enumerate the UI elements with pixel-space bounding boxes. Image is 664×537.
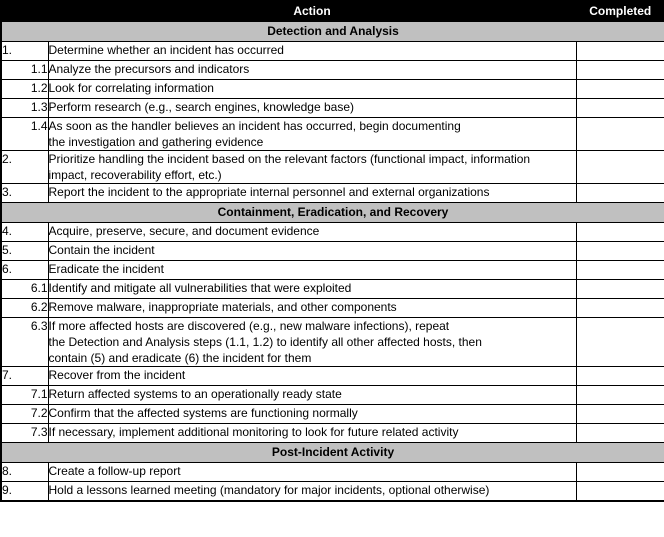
- section-header-row: [1, 203, 664, 223]
- header-row: [1, 1, 664, 22]
- completed-checkbox-cell[interactable]: [576, 280, 664, 299]
- completed-checkbox-cell[interactable]: [576, 223, 664, 242]
- table-header: [1, 1, 664, 22]
- action-text-line: If necessary, implement additional monitoring to look for future related activity: [48, 425, 459, 439]
- action-text-line: Prioritize handling the incident based on the relevant factors (functional impact, information: [48, 152, 531, 166]
- completed-checkbox-cell[interactable]: [576, 242, 664, 261]
- section-title: Detection and Analysis: [1, 22, 664, 42]
- step-number-cell: 4.: [1, 223, 48, 242]
- section-title: Containment, Eradication, and Recovery: [1, 203, 664, 223]
- action-text-line: Remove malware, inappropriate materials, and other components: [48, 300, 397, 314]
- action-cell: [48, 223, 576, 242]
- action-text-line: contain (5) and eradicate (6) the incident for them: [48, 351, 312, 365]
- action-text-line: Analyze the precursors and indicators: [48, 62, 250, 76]
- action-cell: [48, 61, 576, 80]
- action-cell: [48, 118, 576, 151]
- column-header-number: [1, 1, 48, 22]
- completed-checkbox-cell[interactable]: [576, 42, 664, 61]
- action-text-line: Perform research (e.g., search engines, knowledge base): [48, 100, 354, 114]
- column-header-completed: Completed: [576, 1, 664, 22]
- action-text-line: Acquire, preserve, secure, and document evidence: [48, 224, 320, 238]
- action-text-line: Recover from the incident: [48, 368, 186, 382]
- action-cell: [48, 367, 576, 386]
- table-row: [1, 42, 664, 61]
- table-row: [1, 463, 664, 482]
- action-text-line: Hold a lessons learned meeting (mandatory for major incidents, optional otherwise): [48, 483, 490, 497]
- table-row: [1, 280, 664, 299]
- action-text-line: the Detection and Analysis steps (1.1, 1.2) to identify all other affected hosts, then: [48, 335, 482, 349]
- completed-checkbox-cell[interactable]: [576, 386, 664, 405]
- action-text-line: Create a follow-up report: [48, 464, 181, 478]
- action-text-line: Confirm that the affected systems are functioning normally: [48, 406, 358, 420]
- action-cell: [48, 184, 576, 203]
- step-number-cell: 1.1: [1, 61, 48, 80]
- completed-checkbox-cell[interactable]: [576, 118, 664, 151]
- table-row: [1, 61, 664, 80]
- step-number-cell: 5.: [1, 242, 48, 261]
- completed-checkbox-cell[interactable]: [576, 482, 664, 502]
- completed-checkbox-cell[interactable]: [576, 151, 664, 184]
- table-row: [1, 99, 664, 118]
- step-number-cell: 6.2: [1, 299, 48, 318]
- table-row: [1, 184, 664, 203]
- step-number-cell: 7.2: [1, 405, 48, 424]
- step-number-cell: 7.3: [1, 424, 48, 443]
- action-cell: [48, 99, 576, 118]
- action-cell: [48, 42, 576, 61]
- step-number-cell: 6.1: [1, 280, 48, 299]
- action-text-line: As soon as the handler believes an incident has occurred, begin documenting: [48, 119, 461, 133]
- action-text-line: impact, recoverability effort, etc.): [48, 168, 222, 182]
- completed-checkbox-cell[interactable]: [576, 405, 664, 424]
- step-number-cell: 3.: [1, 184, 48, 203]
- table-row: [1, 482, 664, 502]
- action-text-line: If more affected hosts are discovered (e.g., new malware infections), repeat: [48, 319, 450, 333]
- action-text-line: Return affected systems to an operationally ready state: [48, 387, 342, 401]
- action-cell: [48, 482, 576, 502]
- completed-checkbox-cell[interactable]: [576, 318, 664, 367]
- step-number-cell: 1.: [1, 42, 48, 61]
- action-cell: [48, 463, 576, 482]
- action-text-line: the investigation and gathering evidence: [48, 135, 264, 149]
- section-title: Post-Incident Activity: [1, 443, 664, 463]
- table-row: [1, 118, 664, 151]
- table-row: [1, 261, 664, 280]
- step-number-cell: 1.2: [1, 80, 48, 99]
- completed-checkbox-cell[interactable]: [576, 463, 664, 482]
- table-row: [1, 80, 664, 99]
- action-text-line: Identify and mitigate all vulnerabilities that were exploited: [48, 281, 352, 295]
- completed-checkbox-cell[interactable]: [576, 367, 664, 386]
- step-number-cell: 7.1: [1, 386, 48, 405]
- action-cell: [48, 299, 576, 318]
- action-cell: [48, 280, 576, 299]
- table-row: [1, 386, 664, 405]
- step-number-cell: 1.4: [1, 118, 48, 151]
- section-header-row: [1, 443, 664, 463]
- table-row: [1, 223, 664, 242]
- step-number-cell: 9.: [1, 482, 48, 502]
- action-text-line: Eradicate the incident: [48, 262, 164, 276]
- table-row: [1, 367, 664, 386]
- table-row: [1, 318, 664, 367]
- table-body: [1, 22, 664, 502]
- action-cell: [48, 386, 576, 405]
- table-row: [1, 151, 664, 184]
- table-row: [1, 299, 664, 318]
- step-number-cell: 2.: [1, 151, 48, 184]
- action-cell: [48, 318, 576, 367]
- action-cell: [48, 151, 576, 184]
- step-number-cell: 1.3: [1, 99, 48, 118]
- step-number-cell: 8.: [1, 463, 48, 482]
- action-cell: [48, 405, 576, 424]
- completed-checkbox-cell[interactable]: [576, 261, 664, 280]
- action-cell: [48, 80, 576, 99]
- action-cell: [48, 242, 576, 261]
- column-header-action: Action: [48, 1, 576, 22]
- table-row: [1, 405, 664, 424]
- completed-checkbox-cell[interactable]: [576, 299, 664, 318]
- action-cell: [48, 424, 576, 443]
- completed-checkbox-cell[interactable]: [576, 61, 664, 80]
- action-text-line: Look for correlating information: [48, 81, 214, 95]
- action-text-line: Contain the incident: [48, 243, 155, 257]
- table-row: [1, 242, 664, 261]
- action-cell: [48, 261, 576, 280]
- section-header-row: [1, 22, 664, 42]
- completed-checkbox-cell[interactable]: [576, 184, 664, 203]
- step-number-cell: 6.: [1, 261, 48, 280]
- completed-checkbox-cell[interactable]: [576, 80, 664, 99]
- step-number-cell: 7.: [1, 367, 48, 386]
- completed-checkbox-cell[interactable]: [576, 424, 664, 443]
- table-row: [1, 424, 664, 443]
- step-number-cell: 6.3: [1, 318, 48, 367]
- action-text-line: Report the incident to the appropriate internal personnel and external organizations: [48, 185, 490, 199]
- completed-checkbox-cell[interactable]: [576, 99, 664, 118]
- action-text-line: Determine whether an incident has occurred: [48, 43, 284, 57]
